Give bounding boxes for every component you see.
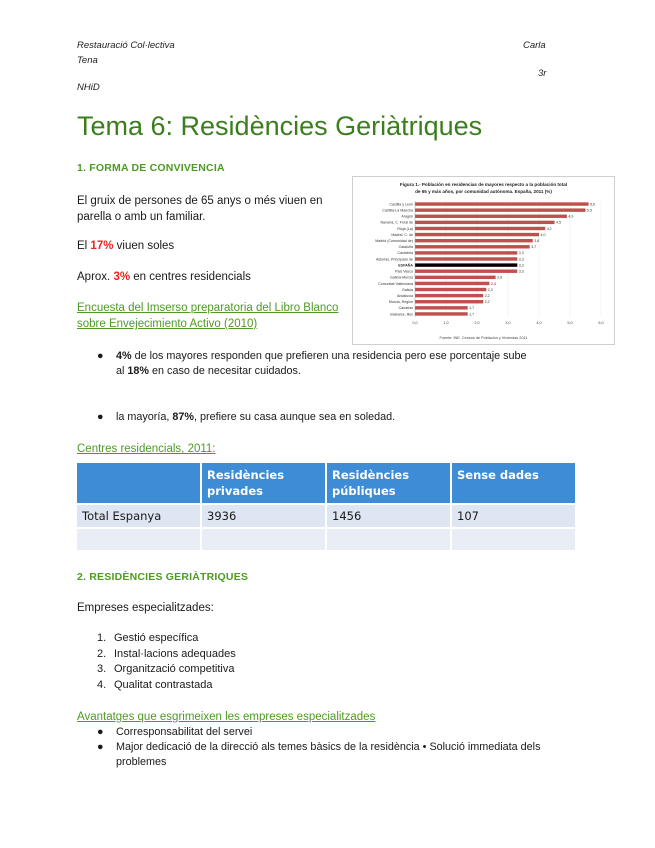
bar: [415, 257, 517, 260]
category-label: Canarias: [398, 306, 413, 311]
table-cell: [452, 527, 575, 550]
stat-alone: 17%: [90, 240, 114, 252]
bar: [415, 233, 539, 236]
value-label: 3,3: [518, 257, 524, 262]
list-item-text: Instal·lacions adequades: [114, 647, 236, 660]
bullet-plain: de los mayores responden que prefieren una residencia pero ese porcentaje sube al: [116, 350, 527, 377]
value-label: 3,7: [531, 245, 537, 250]
advantages-link[interactable]: Avantatges que esgrimeixen les empreses especialitzades: [77, 711, 376, 723]
category-label: Rioja (La): [397, 226, 413, 231]
table-header-empty: [77, 463, 202, 503]
value-label: 3,8: [534, 239, 540, 244]
value-label: 5,6: [590, 202, 596, 207]
list-number: 3.: [97, 663, 107, 675]
bullet-icon: ●: [97, 350, 104, 362]
bullet-icon: ●: [97, 741, 104, 753]
value-label: 2,2: [484, 293, 490, 298]
page-title: Tema 6: Residències Geriàtriques: [77, 111, 483, 141]
x-tick-label: 6,0: [598, 321, 604, 325]
x-tick-label: 3,0: [505, 321, 511, 325]
bullet-text: Corresponsabilitat del servei: [116, 726, 253, 738]
bar: [415, 294, 483, 297]
bullet-text: [116, 349, 536, 379]
bar-chart-svg: [353, 177, 614, 344]
section-heading-2: 2. RESIDÈNCIES GERIÀTRIQUES: [77, 571, 249, 583]
value-label: 2,6: [497, 275, 503, 280]
bar: [415, 215, 567, 218]
value-label: 4,0: [540, 232, 546, 237]
chart-title-line2: de 65 y más años, por comunidad autónoma. España, 2011 (%): [415, 189, 552, 194]
bar: [415, 208, 586, 211]
x-tick-label: 5,0: [567, 321, 573, 325]
bullet-plain: la mayoría,: [116, 411, 173, 423]
list-item-management-dedication: [97, 740, 557, 772]
list-item-residence-preference: [97, 349, 537, 395]
bar: [415, 263, 517, 266]
text-suffix: viuen soles: [113, 240, 175, 252]
bar: [415, 282, 489, 285]
paragraph-alone: [77, 238, 174, 254]
category-label: Madrid, C. de: [391, 232, 413, 237]
table-cell: [77, 527, 202, 550]
category-label: ESPAÑA: [398, 263, 413, 268]
category-label: Asturias, Principado de: [376, 257, 413, 262]
bar: [415, 306, 468, 309]
table-cell-region: Total Espanya: [77, 503, 202, 527]
bullet-text: Major dedicació de la direcció als temes bàsics de la residència • Solució immediata dels problemes: [116, 741, 541, 768]
bullet-bold: 87%: [172, 411, 195, 423]
paragraph-specialised-companies: Empreses especialitzades:: [77, 602, 214, 614]
category-label: Murcia, Región: [388, 300, 413, 305]
value-label: 2,2: [484, 300, 490, 305]
value-label: 2,3: [487, 287, 493, 292]
list-item-text: Qualitat contrastada: [114, 678, 213, 691]
category-label: Madrid (Comunidad de): [375, 239, 413, 244]
value-label: 4,9: [568, 214, 574, 219]
table-row: [77, 527, 575, 550]
category-label: Galicia-Murcia: [390, 275, 413, 280]
value-label: 4,2: [546, 226, 552, 231]
header-year: 3r: [538, 68, 547, 79]
text-prefix: El: [77, 240, 91, 252]
table-cell-no-data: 107: [452, 503, 575, 527]
list-item-text: Gestió específica: [114, 632, 199, 644]
bullet-bold-2: 18%: [127, 365, 150, 377]
value-label: 1,7: [469, 306, 475, 311]
list-number: 1.: [97, 632, 107, 644]
table-cell-private: 3936: [202, 503, 327, 527]
imserso-survey-link[interactable]: Encuesta del Imserso preparatoria del Libro Blanco sobre Envejecimiento Activo (2010): [77, 302, 339, 330]
bar: [415, 288, 486, 291]
bullet-bold: 4%: [116, 350, 132, 362]
category-label: Comunitat Valenciana: [378, 281, 413, 286]
bar: [415, 270, 517, 273]
text-suffix: en centres residencials: [130, 271, 251, 283]
bar: [415, 312, 468, 315]
list-number: 2.: [97, 647, 107, 660]
bar: [415, 227, 545, 230]
table-cell: [327, 527, 452, 550]
bullet-icon: ●: [97, 411, 104, 423]
list-item-text: Organització competitiva: [114, 663, 235, 675]
bar: [415, 202, 589, 205]
list-number: 4.: [97, 678, 107, 691]
bar: [415, 251, 517, 254]
bar: [415, 221, 555, 224]
paragraph-cohabitation: El gruix de persones de 65 anys o més viuen en parella o amb un familiar.: [77, 195, 323, 223]
value-label: 3,3: [518, 263, 524, 268]
category-label: Navarra, C. Foral de: [380, 220, 413, 225]
x-tick-label: 1,0: [443, 321, 449, 325]
bullet-plain-2: en caso de necesitar cuidados.: [149, 365, 301, 377]
bullet-icon: ●: [97, 726, 104, 738]
list-item-co-responsibility: [97, 725, 557, 740]
x-tick-label: 0,0: [412, 321, 418, 325]
section-heading-1: 1. FORMA DE CONVIVENCIA: [77, 162, 225, 174]
category-label: Cataluña: [398, 245, 413, 250]
bar: [415, 300, 483, 303]
header-author: Carla: [523, 40, 546, 51]
x-tick-label: 4,0: [536, 321, 542, 325]
value-label: 2,4: [490, 281, 496, 286]
header-surname: Tena: [77, 55, 98, 66]
header-course-code: NHiD: [77, 82, 100, 93]
category-label: Castilla-La Mancha: [382, 208, 413, 213]
bullet-text: [116, 410, 536, 425]
table-caption-link[interactable]: Centres residencials, 2011:: [77, 443, 216, 455]
value-label: 5,5: [587, 208, 592, 213]
table-header-public: Residències públiques: [327, 463, 452, 503]
table-cell: [202, 527, 327, 550]
category-label: Baleares, Illes: [390, 312, 413, 317]
paragraph-residential: [77, 269, 251, 285]
bar: [415, 239, 533, 242]
chart-source: Fuente: INE. Censos de Población y Viviendas 2011: [439, 336, 528, 340]
table-cell-public: 1456: [327, 503, 452, 527]
list-item-home-preference: [97, 410, 537, 426]
bar: [415, 245, 530, 248]
bullet-plain-2: , prefiere su casa aunque sea en soledad.: [194, 411, 396, 423]
category-label: Castilla y León: [389, 202, 413, 207]
residential-centres-table: [77, 463, 575, 550]
value-label: 3,3: [518, 269, 524, 274]
table-header-no-data: Sense dades: [452, 463, 575, 503]
category-label: Aragón: [401, 214, 413, 219]
figure-chart: [352, 176, 615, 345]
value-label: 3,3: [518, 251, 524, 256]
category-label: País Vasco: [395, 269, 413, 274]
value-label: 4,5: [556, 220, 561, 225]
stat-residential: 3%: [113, 271, 131, 283]
table-header-private: Residències privades: [202, 463, 327, 503]
category-label: Galicia: [402, 287, 413, 292]
header-subject: Restauració Col·lectiva: [77, 40, 175, 51]
category-label: Cantabria: [397, 251, 413, 256]
value-label: 1,7: [469, 312, 475, 317]
category-label: Andalucía: [397, 293, 413, 298]
text-prefix: Aprox.: [77, 271, 114, 283]
bar: [415, 276, 496, 279]
chart-title-line1: Figura 1.- Población en residencias de mayores respecto a la población total: [399, 182, 568, 187]
table-row: [77, 503, 575, 527]
x-tick-label: 2,0: [474, 321, 480, 325]
